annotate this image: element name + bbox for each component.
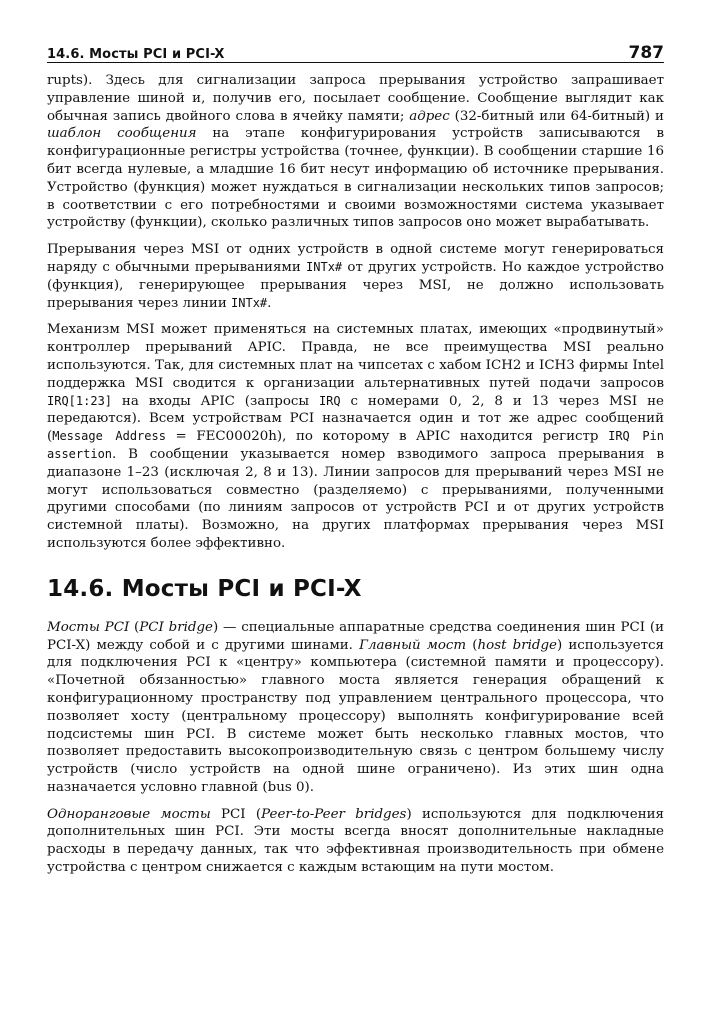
text-run: ( — [466, 637, 478, 653]
italic-term-message-template: шаблон сообщения — [47, 126, 197, 142]
text-run: на входы APIC (запросы — [112, 393, 319, 409]
text-run: . В сообщении указывается номер взводимого запроса прерывания в диапазоне 1–23 (исключая 2, 8 и 13). Линии запросов для прерываний через MSI не могут использоваться совместно (разделяемо) с прерываниями, полученными другими способами (по линиям запросов от устройств PCI и от других устройств системной платы). Возможно, на других платформах прерывания через MSI используются более эффективно. — [47, 446, 664, 551]
paragraph-pci-bridges — [47, 619, 664, 797]
italic-term-peer-bridges-ru: Одноранговые мосты — [47, 806, 211, 822]
text-run: от других устройств. Но каждое устройство (функция), генерирующее прерывания через MSI, не должно использовать прерывания через линии — [47, 259, 664, 311]
text-run: ( — [129, 619, 140, 635]
text-run: . — [267, 295, 272, 311]
running-header — [47, 40, 664, 63]
italic-term-pci-bridge: PCI bridge — [139, 619, 213, 635]
text-run: с номерами 0, 2, 8 и 13 через MSI не передаются). Всем устройствам PCI назначается один и тот же адрес сообщений ( — [47, 393, 664, 445]
page-number: 787 — [628, 43, 664, 63]
text-run: Прерывания через MSI от одних устройств в одной системе могут генерироваться наряду с обычными прерываниями — [47, 242, 664, 275]
book-page — [47, 40, 664, 990]
text-run: на этапе конфигурирования устройств записываются в конфигурационные регистры устройства (точнее, функции). В сообщении старшие 16 бит всегда нулевые, а младшие 16 бит несут информацию об источнике прерывания. Устройство (функция) может нуждаться в сигнализации нескольких типов запросов; в соответствии с его потребностями и своими возможностями система указывает устройству (функции), сколько различных типов запросов оно может вырабатывать. — [47, 126, 664, 231]
text-run: Механизм MSI может применяться на системных платах, имеющих «продвинутый» контроллер прерываний APIC. Правда, не все преимущества MSI реально используются. Так, для системных плат на чипсетах с хабом ICH2 и ICH3 фирмы Intel поддержка MSI сводится к организации альтернативных путей подачи запросов — [47, 322, 664, 391]
text-run: = FEC00020h), по которому в APIC находится регистр — [165, 429, 609, 445]
text-run: (32-битный или 64-битный) и — [449, 108, 664, 124]
text-run: ) — специальные аппаратные средства соединения шин PCI (и PCI-X) между собой и с другими шинами. — [47, 619, 664, 653]
body-text — [47, 72, 664, 877]
code-irq-range: IRQ[1:23] — [47, 393, 113, 408]
text-run: PCI ( — [210, 806, 262, 822]
italic-term-address: адрес — [409, 108, 450, 124]
text-run: rupts). Здесь для сигнализации запроса прерывания устройство запрашивает управление шиной и, получив его, посылает сообщение. Сообщение выглядит как обычная запись двойного слова в ячейку памяти; — [47, 73, 664, 124]
italic-term-peer-to-peer-bridges: Peer-to-Peer bridges — [261, 806, 407, 822]
text-run: ) используется для подключения PCI к «центру» компьютера (системной памяти и процессору). «Почетной обязанностью» главного моста является генерация обращений к конфигурационному пространству под управлением центрального процессора, что позволяет хосту (центральному процессору) выполнять конфигурирование всей подсистемы шин PCI. В системе может быть несколько главных мостов, что позволяет предоставить высокопроизводительную связь с центром большему числу устройств (число устройств на одной шине ограничено). Из этих шин одна назначается условно главной (bus 0). — [47, 637, 664, 795]
code-message-address: Message Address — [52, 429, 166, 444]
paragraph-msi-intx — [47, 241, 664, 312]
code-irq: IRQ — [318, 393, 341, 408]
section-heading: 14.6. Мосты PCI и PCI-X — [47, 575, 362, 602]
code-signal-intx: INTx# — [231, 295, 268, 310]
italic-term-host-bridge-ru: Главный мост — [359, 637, 467, 653]
text-run: ) используются для подключения дополнительных шин PCI. Эти мосты всегда вносят дополнительные накладные расходы в передачу данных, так что эффективная производительность при обмене устройства с центром снижается с каждым встающим на пути мостом. — [47, 806, 664, 876]
paragraph-msi-message — [47, 72, 664, 232]
italic-term-host-bridge: host bridge — [477, 637, 557, 653]
paragraph-peer-bridges — [47, 806, 664, 877]
code-signal-intx: INTx# — [306, 259, 343, 274]
code-irq-pin-assertion: IRQ Pin assertion — [47, 429, 664, 461]
paragraph-msi-apic — [47, 321, 664, 552]
running-title: 14.6. Мосты PCI и PCI-X — [47, 47, 225, 62]
italic-term-pci-bridges: Мосты PCI — [47, 619, 130, 635]
